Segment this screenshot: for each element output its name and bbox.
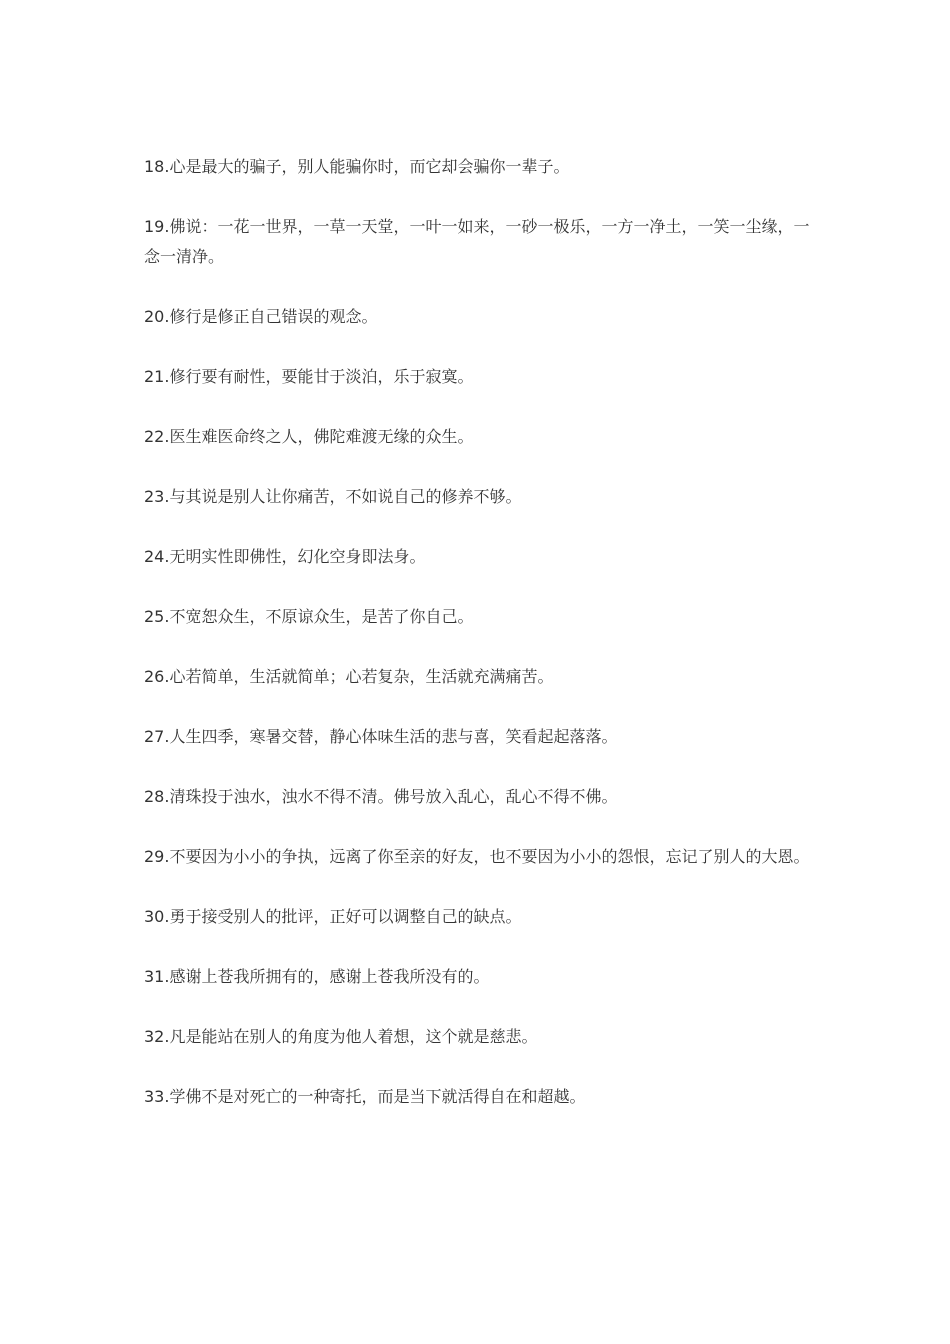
quote-30: 30.勇于接受别人的批评，正好可以调整自己的缺点。 xyxy=(144,907,522,926)
quote-18: 18.心是最大的骗子，别人能骗你时，而它却会骗你一辈子。 xyxy=(144,157,570,176)
quote-33: 33.学佛不是对死亡的一种寄托，而是当下就活得自在和超越。 xyxy=(144,1087,586,1106)
quote-27: 27.人生四季，寒暑交替，静心体味生活的悲与喜，笑看起起落落。 xyxy=(144,727,618,746)
quote-28: 28.清珠投于浊水，浊水不得不清。佛号放入乱心，乱心不得不佛。 xyxy=(144,787,618,806)
quote-list xyxy=(144,152,816,1142)
quote-22: 22.医生难医命终之人，佛陀难渡无缘的众生。 xyxy=(144,427,474,446)
quote-29: 29.不要因为小小的争执，远离了你至亲的好友，也不要因为小小的怨恨，忘记了别人的大恩。 xyxy=(144,847,810,866)
quote-26: 26.心若简单，生活就简单；心若复杂，生活就充满痛苦。 xyxy=(144,667,554,686)
quote-19: 19.佛说：一花一世界，一草一天堂，一叶一如来，一砂一极乐，一方一净土，一笑一尘缘，一念一清净。 xyxy=(144,217,810,266)
quote-25: 25.不宽恕众生，不原谅众生，是苦了你自己。 xyxy=(144,607,474,626)
quote-21: 21.修行要有耐性，要能甘于淡泊，乐于寂寞。 xyxy=(144,367,474,386)
quote-32: 32.凡是能站在别人的角度为他人着想，这个就是慈悲。 xyxy=(144,1027,538,1046)
quote-24: 24.无明实性即佛性，幻化空身即法身。 xyxy=(144,547,426,566)
quote-31: 31.感谢上苍我所拥有的，感谢上苍我所没有的。 xyxy=(144,967,490,986)
quote-23: 23.与其说是别人让你痛苦，不如说自己的修养不够。 xyxy=(144,487,522,506)
quote-20: 20.修行是修正自己错误的观念。 xyxy=(144,307,378,326)
